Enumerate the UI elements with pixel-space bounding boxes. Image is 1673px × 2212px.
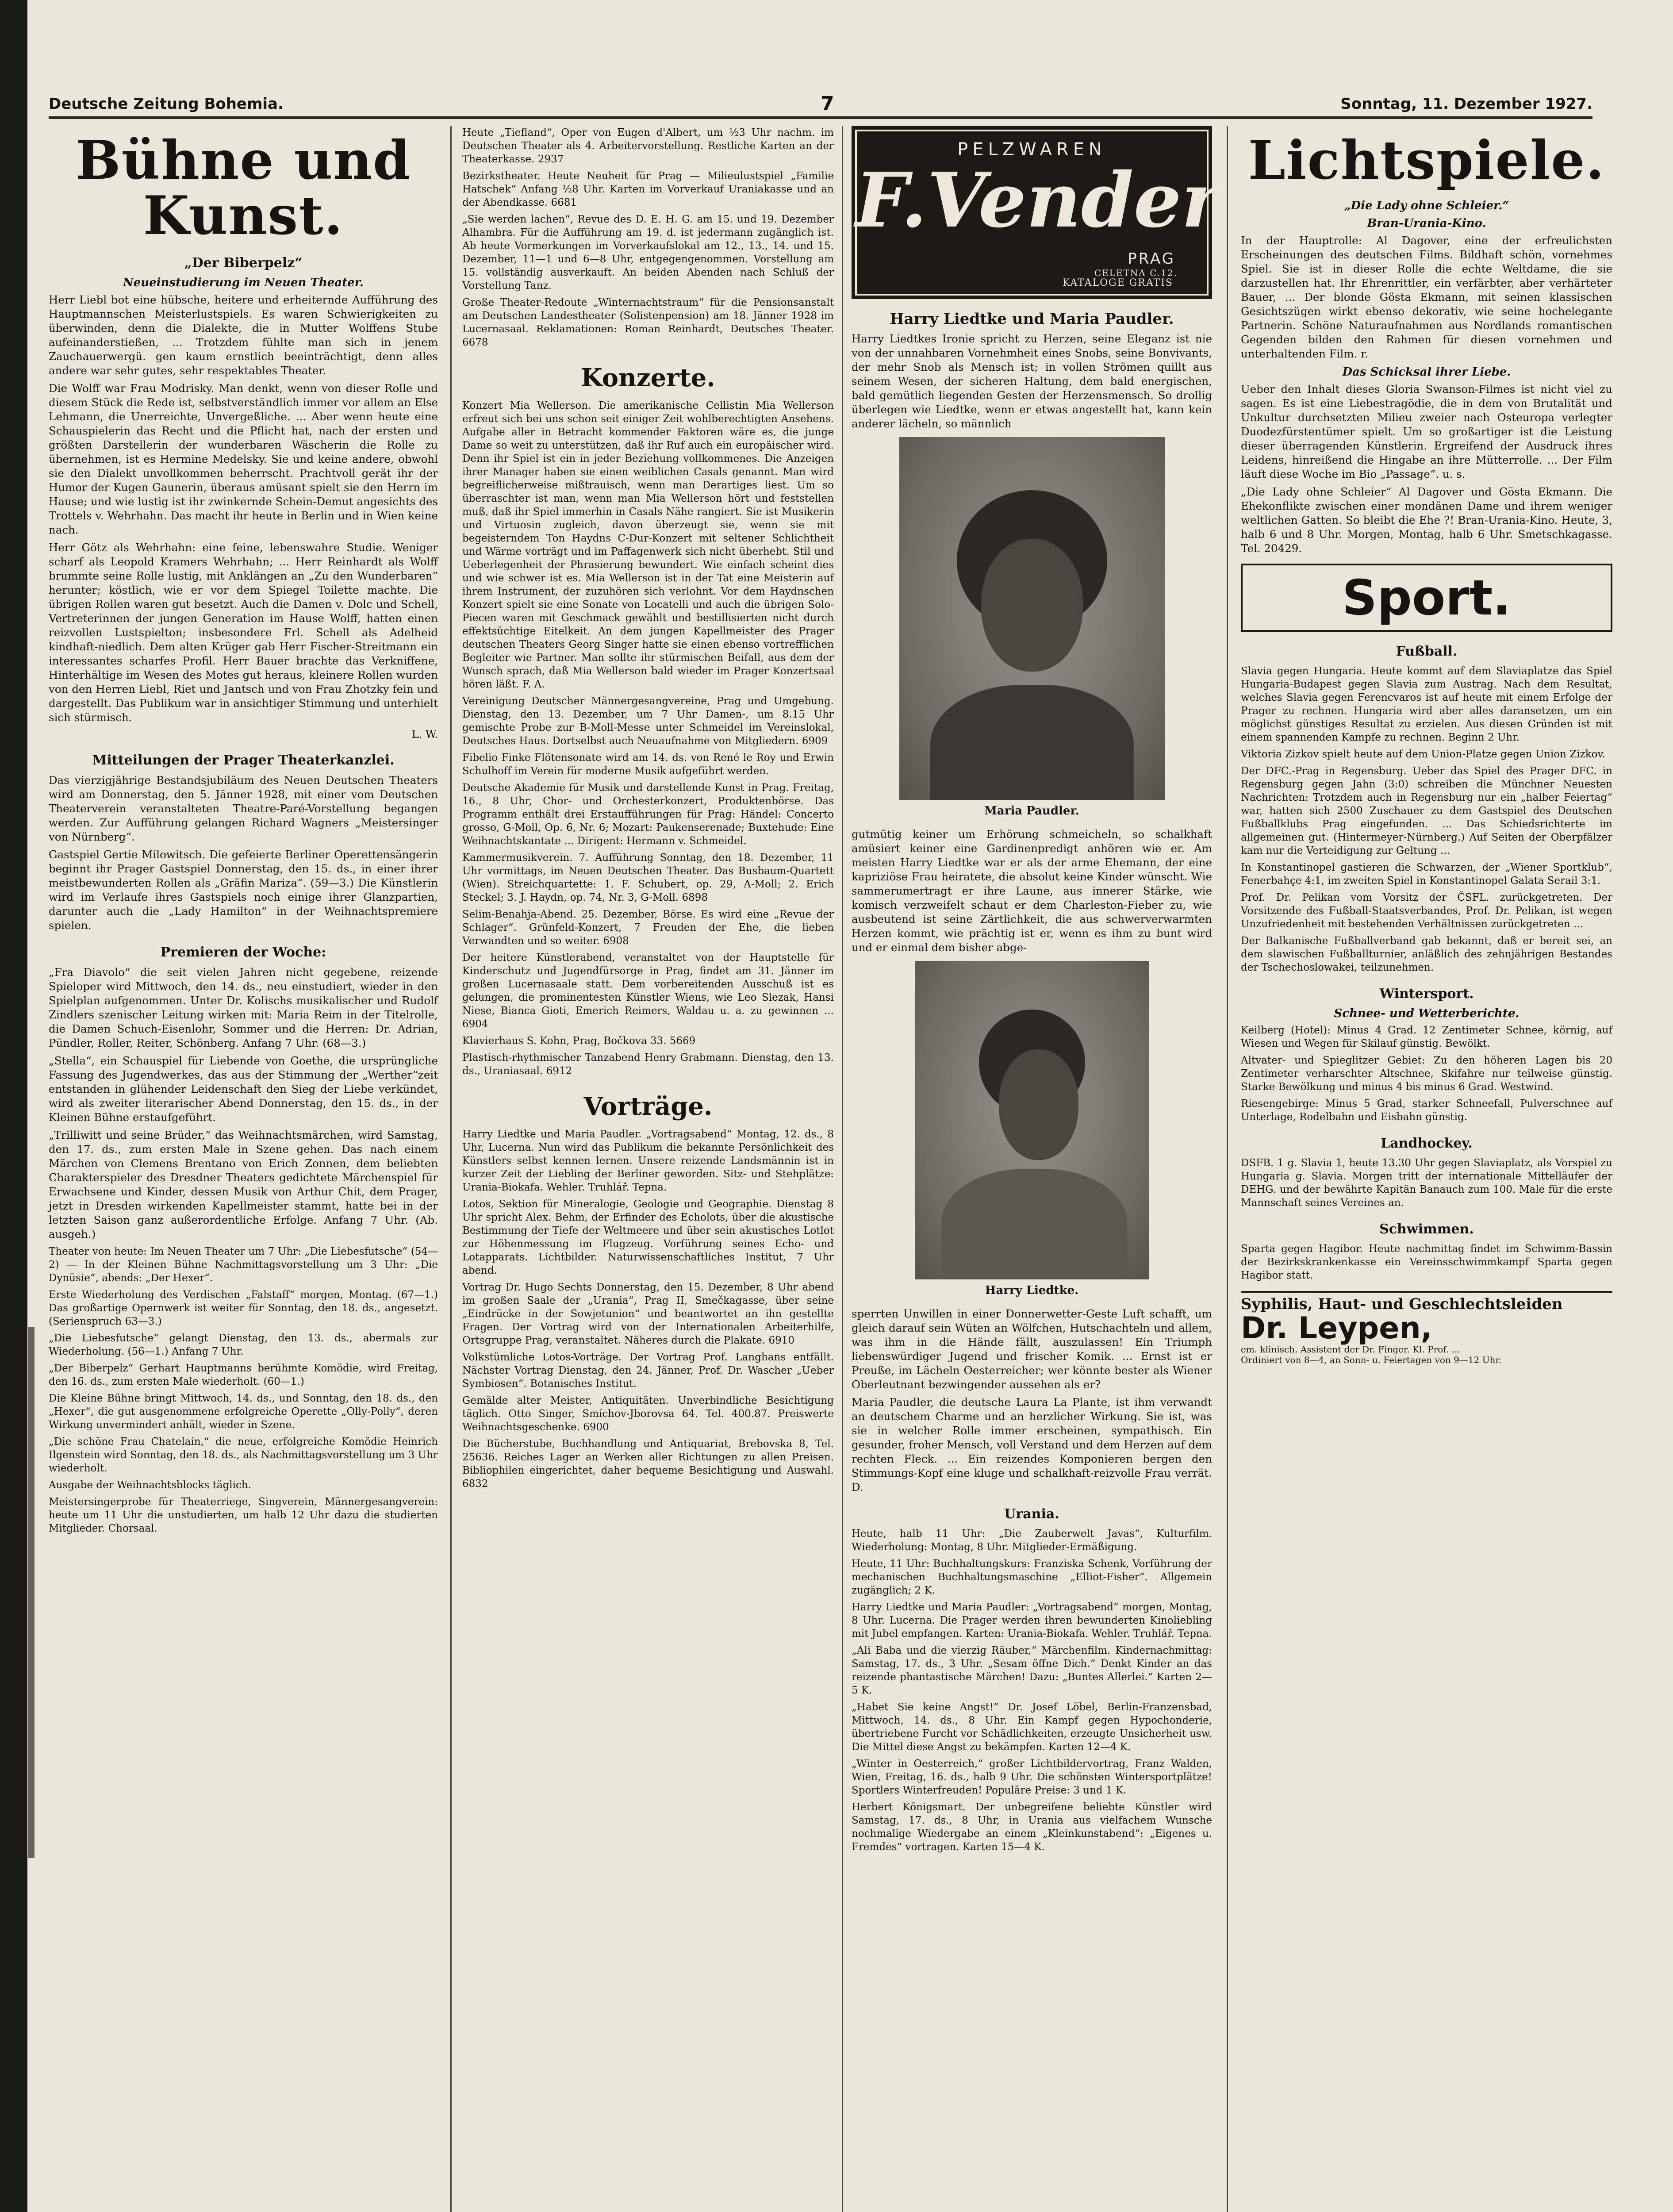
paragraph: Harry Liedtke und Maria Paudler. „Vortragsabend“ Montag, 12. ds., 8 Uhr, Lucerna. Nun wird das Publikum die bekannte Persönlichkeit des Künstlers selbst kennen lernen. Unsere reizende Landsmännin ist in kurzer Zeit der Liebling der Berliner geworden. Sitz- und Stehplätze: Urania-Biokafa. Wehler. Truhlář. Tepna. [462,1129,834,1193]
paragraph: In Konstantinopel gastieren die Schwarzen, der „Wiener Sportklub“, Fenerbahçe 4:1, im zweiten Spiel in Konstantinopel Galata Serail 3:1. [1241,862,1612,887]
paragraph: Konzert Mia Wellerson. Die amerikanische Cellistin Mia Wellerson erfreut sich bei uns schon seit einiger Zeit wohlberechtigten Ansehens. Aufgabe aller in Betracht kommender Faktoren wäre es, die junge Dame so weit zu unterstützen, daß ihr Ruf auch ein europäischer wird. Denn ihr Spiel ist ein in jeder Beziehung vollkommenes. Die Anzeigen ihrer Manager haben sie einen weiblichen Casals genannt. Man wird begreiflicherweise mißtrauisch, wenn man Derartiges liest. Um so überraschter ist man, wenn man Mia Wellerson hört und feststellen muß, daß ihr Spiel immerhin in Casals Nähe rangiert. Sie ist Musikerin und Virtuosin zugleich, davon überzeugt sie, wenn sie mit begeisterndem Ton Haydns C-Dur-Konzert mit seltener Schlichtheit und Wärme vorträgt und im Paffagenwerk sich nicht überhebt. Stil und Ueberlegenheit der Phrasierung bewundert. Wie einfach scheint dies und wie schwer ist es. Mia Wellerson ist in der Tat eine Meisterin auf ihrem Instrument, der zuzuhören sich verlohnt. Vor dem Haydnschen Konzert spielt sie eine Sonate von Locatelli und auch die übrigen Solo-Piecen waren mit Geschmack gewählt und bestillisierten nicht durch effektsüchtige Eitelkeit. An dem jungen Kapellmeister des Prager deutschen Theaters Georg Singer hatte sie einen ebenso vortrefflichen Begleiter wie Partner. Man sollte ihr stürmischen Beifall, aus dem der Wunsch sprach, daß Mia Wellerson bald wieder im Prager Konzertsaal hören läßt. F. A. [462,400,834,690]
paragraph: Gastspiel Gertie Milowitsch. Die gefeierte Berliner Operettensängerin beginnt ihr Prager Gastspiel Donnerstag, den 15. ds., in einer ihrer meistbewunderten Rollen als „Gräfin Mariza“. (59—3.) Die Künstlerin wird im Verlaufe ihres Gastspiels noch einige ihrer Glanzpartien, darunter auch die „Lady Hamilton“ in der Weihnachtspremiere spielen. [49,848,438,932]
column-rule [842,126,843,2212]
paragraph: Herr Götz als Wehrhahn: eine feine, lebenswahre Studie. Weniger scharf als Leopold Kramers Wehrhahn; ... Herr Reinhardt als Wolff brummte seine Rolle lustig, mit Anklängen an „Zu den Wunderbaren“ herunter; köstlich, wie er vor dem Spiegel Toilette machte. Die übrigen Rollen waren gut besetzt. Auch die Damen v. Dolc und Schell, Vertreterinnen der jungen Generation im Hause Wolff, hatten einen reizvollen Lustspielton; insbesondere Frl. Schell als Adelheid kindhaft-niedlich. Dem alten Krüger gab Herr Fischer-Streitmann ein interessantes scharfes Profil. Herr Bauer brachte das Verkniffene, Hinterhältige im Wesen des Motes gut heraus, kleinere Rollen wurden von den Herren Liebl, Riet und Jantsch und von Frau Zhotzky fein und dargestellt. Das Publikum war in ansichtiger Stimmung und unterhielt sich stürmisch. [49,541,438,724]
column-liedtke [852,126,1221,1857]
section-title: Urania. [1004,1506,1059,1522]
signature: L. W. [411,728,438,741]
column-rule [450,126,452,2212]
paragraph: gutmütig keiner um Erhörung schmeicheln, so schalkhaft amüsiert keiner eine Gardinenpredigt anhören wie er. Am meisten Harry Liedtke war er als der arme Ehemann, der eine kapriziöse Frau heiratete, die absolut keine Kinder wünscht. Wie sammerumertragt er ihre Laune, aus innerer Stärke, wie komisch verzweifelt schaut er dem Charleston-Fieber zu, wie ausbeutend ist seine Zärtlichkeit, die aus schwerverwarmten Herzen kommt, wie prächtig ist er, wenn es ihm zu bunt wird und er einmal dem bisher abge- [852,828,1212,954]
paragraph: Vereinigung Deutscher Männergesangvereine, Prag und Umgebung. Dienstag, den 13. Dezember, um 7 Uhr Damen-, um 8.15 Uhr gemischte Probe zur B-Moll-Messe unter Schmeidel im Vereinslokal, Deutsches Haus. Dortselbst auch Neuaufnahme von Mitgliedern. 6909 [462,695,834,747]
paragraph: Klavierhaus S. Kohn, Prag, Bočkova 33. 5669 [462,1035,696,1047]
paragraph: Theater von heute: Im Neuen Theater um 7 Uhr: „Die Liebesfutsche“ (54—2) — In der Kleinen Bühne Nachmittagsvorstellung um 3 Uhr: „Die Dynüsie“, abends: „Der Hexer“. [49,1246,438,1284]
paragraph: „Die Liebesfutsche“ gelangt Dienstag, den 13. ds., abermals zur Wiederholung. (56—1.) Anfang 7 Uhr. [49,1333,438,1357]
paragraph: Volkstümliche Lotos-Vorträge. Der Vortrag Prof. Langhans entfällt. Nächster Vortrag Dienstag, den 24. Jänner, Prof. Dr. Wascher „Ueber Symbiosen“. Botanisches Institut. [462,1352,834,1390]
fur-advertisement [852,126,1221,299]
paragraph: Fibelio Finke Flötensonate wird am 14. ds. von René le Roy und Erwin Schulhoff im Verein für moderne Musik aufgeführt werden. [462,752,834,777]
column-lichtspiele-sport [1241,126,1612,1365]
paragraph: „Ali Baba und die vierzig Räuber,“ Märchenfilm. Kindernachmittag: Samstag, 17. ds., 3 Uhr. „Sesam öffne Dich.“ Denkt Kinder an das reizende phantastische Märchen! Dazu: „Buntes Allerlei.“ Karten 2—5 K. [852,1645,1212,1696]
paragraph: Harry Liedtke und Maria Paudler: „Vortragsabend“ morgen, Montag, 8 Uhr. Lucerna. Die Prager werden ihren bewunderten Kinoliebling mit Jubel empfangen. Karten: Urania-Biokafa. Wehler. Truhlář. Tepna. [852,1601,1212,1640]
subsection-title: Fußball. [1396,644,1458,659]
doctor-advertisement [1241,1291,1612,1365]
paragraph: Lotos, Sektion für Mineralogie, Geologie und Geographie. Dienstag 8 Uhr spricht Alex. Behm, der Erfinder des Echolots, über die akustische Bestimmung der Tiefe der Weltmeere und über sein akustisches Lotlot zur Höhenmessung im Flugzeug. Vorführung seines Echo- und Lotapparats. Lichtbilder. Naturwissenschaftliches Institut, 7 Uhr abend. [462,1198,834,1276]
page-number: 7 [821,92,834,115]
article-title: Harry Liedtke und Maria Paudler. [890,310,1174,328]
paragraph: Selim-Benahja-Abend. 25. Dezember, Börse. Es wird eine „Revue der Schlager“. Grünfeld-Konzert, 7 Freuden der Ehe, die lieben Verwandten und so weiter. 6908 [462,909,834,947]
subsection-title: Schwimmen. [1379,1221,1474,1237]
paragraph: Herr Liebl bot eine hübsche, heitere und erheiternde Aufführung des Hauptmannschen Meisterlustspiels. Es waren Schwierigkeiten zu überwinden, denn die Dialekte, die in Mutter Wolffens Stube aufeinanderstießen, ... Trotzdem fühlte man sich in jenem Zauchauerwergü. gen kaum ernstlich beeinträchtigt, denn alles andere war sehr gutes, sehr respektables Theater. [49,293,438,377]
paragraph: „Fra Diavolo“ die seit vielen Jahren nicht gegebene, reizende Spieloper wird Mittwoch, den 14. ds., neu einstudiert, wieder in den Spielplan aufgenommen. Unter Dr. Kolischs musikalischer und Rudolf Zindlers szenischer Leitung wirken mit: Maria Reim in der Titelrolle, die Damen Schuch-Eisenlohr, Sommer und die Herren: Dr. Adrian, Pündler, Roller, Reiter, Schönberg. Anfang 7 Uhr. (68—3.) [49,966,438,1049]
paragraph: „Die Lady ohne Schleier“ Al Dagover und Gösta Ekmann. Die Ehekonflikte zwischen einer mondänen Dame und ihrem weniger weltlichen Gatten. So bleibt die Ehe ?! Bran-Urania-Kino. Heute, 3, halb 6 und 8 Uhr. Morgen, Montag, halb 6 Uhr. Smetschkagasse. Tel. 20429. [1241,485,1612,555]
ad-name: Dr. Leypen, [1241,1311,1432,1346]
paragraph: Die Kleine Bühne bringt Mittwoch, 14. ds., und Sonntag, den 18. ds., den „Hexer“, die gut ausgenommene erfolgreiche Operette „Olly-Polly“, deren Wirkung unvermindert anhält, wieder in Szene. [49,1393,438,1431]
ad-catalogue: KATALOGE GRATIS [1062,277,1173,288]
ad-text: em. klinisch. Assistent der Dr. Finger. Kl. Prof. ... [1241,1344,1460,1355]
paragraph: Altvater- und Spieglitzer Gebiet: Zu den höheren Lagen bis 20 Zentimeter verharschter Altschnee, Skifahre nur teilweise günstig. Starke Bewölkung und minus 4 bis minus 6 Grad. Westwind. [1241,1055,1612,1093]
photo-caption: Maria Paudler. [984,804,1079,818]
paragraph: Plastisch-rhythmischer Tanzabend Henry Grabmann. Dienstag, den 13. ds., Uraniasaal. 6912 [462,1052,834,1077]
masthead [49,92,1592,119]
paragraph: Deutsche Akademie für Musik und darstellende Kunst in Prag. Freitag, 16., 8 Uhr, Chor- und Orchesterkonzert, Produktenbörse. Das Programm enthält drei Erstaufführungen für Prag: Händel: Concerto grosso, G-Moll, Op. 6, Nr. 6; Mozart: Paukenserenade; Buxtehude: Eine Weihnachtskantate ... Dirigent: Hermann v. Schmeidel. [462,782,834,847]
paragraph: Große Theater-Redoute „Winternachtstraum“ für die Pensionsanstalt am Deutschen Landestheater (Solistenpension) am 18. Jänner 1928 im Lucernasaal. Reklamationen: Roman Reinhardt, Deutsches Theater. 6678 [462,297,834,348]
binding-edge [28,1327,35,1858]
subsection-title: Landhockey. [1381,1136,1473,1151]
paragraph: sperrten Unwillen in einer Donnerwetter-Geste Luft schafft, um gleich darauf sein Wüten an Wölfchen, Hutschachteln und allem, was ihm in die Hände fällt, auszulassen! Ein Triumph liebenswürdiger Jugend und frischer Komik. ... Ernst ist er Preuße, im Lächeln Oesterreicher; wer könnte bester als Wiener Oberleutnant bezwingender aussehen als er? [852,1307,1212,1391]
paragraph: Die Wolff war Frau Modrisky. Man denkt, wenn von dieser Rolle und diesem Stück die Rede ist, selbstverständlich immer vor allem an Else Lehmann, die Unerreichte, Unvergeßliche. ... Aber wenn heute eine Schauspielerin das Recht und die Pflicht hat, nach der ersten und größten Darstellerin der wunderbaren Wäscherin die Rolle zu übernehmen, ist es Hermine Medelsky. Sie und keine andere, obwohl sie den Dialekt unvollkommen beherrscht. Prachtvoll gerät ihr der Humor der Kugen Gaunerin, überaus amüsant spielt sie den Herrn im Hause; und wie lustig ist ihr zwinkernde Schein-Demut angesichts des Trottels v. Wehrhahn. Das macht ihr heute in Berlin und in Wien keine nach. [49,382,438,536]
paragraph: Erste Wiederholung des Verdischen „Falstaff“ morgen, Montag. (67—1.) Das großartige Opernwerk ist weiter für Sonntag, den 18. ds., angesetzt. (Serienspruch 63—3.) [49,1289,438,1327]
paragraph: Maria Paudler, die deutsche Laura La Plante, ist ihm verwandt an deutschem Charme und an herzlicher Wirkung. Sie ist, was sie in welcher Rolle immer erscheinen, sympathisch. Ein gesunder, froher Mensch, voll Verstand und dem Herzen auf dem rechten Fleck. ... Ein reizendes Komponieren bergen den Stimmungs-Kopf eine kluge und schalkhaft-reizvolle Frau verrät. D. [852,1396,1212,1494]
column-buehne [49,126,438,1539]
column-notices [462,126,834,1494]
paragraph: „Sie werden lachen“, Revue des D. E. H. G. am 15. und 19. Dezember Alhambra. Für die Aufführung am 19. d. ist jedermann zugänglich ist. Ab heute Vormerkungen im Vorverkaufslokal am 12., 13., 14. und 15. Dezember, 11—1 und 6—8 Uhr, entgegengenommen. Vorstellung am 15. vollständig ausverkauft. An beiden Abenden nach Schluß der Vorstellung Tanz. [462,214,834,292]
paragraph: Heute, halb 11 Uhr: „Die Zauberwelt Javas“, Kulturfilm. Wiederholung: Montag, 8 Uhr. Mitglieder-Ermäßigung. [852,1528,1212,1553]
portrait-photo [915,961,1149,1279]
article-title: Das Schicksal ihrer Liebe. [1342,365,1511,379]
paragraph: In der Hauptrolle: Al Dagover, eine der erfreulichsten Erscheinungen des deutschen Films. Bildhaft schön, vornehmes Spiel. Sie ist in dieser Rolle die echte Weltdame, die sie darzustellen hat. Ihr Ehrenrittler, ein verfärbter, aber verhärteter Bauer, ... Der blonde Gösta Ekmann, mit seinen klassischen Gesichtszügen wirkt ebenso dekorativ, wie seine hochelegante Partnerin. Schöne Naturaufnahmen aus Nordlands romantischen Gegenden bilden den Rahmen für diesen vornehmen und unterhaltenden Film. r. [1241,234,1612,360]
paragraph: DSFB. 1 g. Slavia 1, heute 13.30 Uhr gegen Slaviaplatz, als Vorspiel zu Hungaria g. Slavia. Morgen tritt der internationale Mittelläufer der DEHG. und der bewährte Kapitän Banauch zum 100. Male für die erste Mannschaft seines Vereines an. [1241,1157,1612,1209]
section-title: Vorträge. [583,1092,713,1121]
paragraph: Das vierzigjährige Bestandsjubiläum des Neuen Deutschen Theaters wird am Donnerstag, den 5. Jänner 1928, mit einer vom Deutschen Theaterverein veranstalteten Theatre-Paré-Vorstellung begangen werden. Zur Aufführung gelangen Richard Wagners „Meistersinger von Nürnberg“. [49,774,438,843]
subsection-subtitle: Schnee- und Wetterberichte. [1334,1007,1520,1020]
ad-headline: Syphilis, Haut- und Geschlechtsleiden [1241,1295,1563,1313]
paragraph: Slavia gegen Hungaria. Heute kommt auf dem Slaviaplatze das Spiel Hungaria-Budapest gegen Slavia zum Austrag. Nach dem Resultat, welches Slavia gegen Ferencvaros ist auf heute mit einem Erfolge der Prager zu rechnen. Hungaria wird aber alles daransetzen, um ein möglichst günstiges Resultat zu erzielen. Aus diesen Gründen ist mit einem spannenden Kampfe zu rechnen. Beginn 2 Uhr. [1241,665,1612,743]
paragraph: Ausgabe der Weihnachtsblocks täglich. [49,1479,252,1491]
paragraph: „Stella“, ein Schauspiel für Liebende von Goethe, die ursprüngliche Fassung des Jugendwerkes, das aus der Stimmung der „Werther“zeit entstanden in glühender Leidenschaft den Sieg der Liebe verkündet, wird als zweiter literarischer Abend Donnerstag, den 15. ds., in der Kleinen Bühne erstaufgeführt. [49,1054,438,1124]
section-title: Bühne und Kunst. [76,129,411,247]
section-title: Sport. [1342,569,1512,626]
paragraph: Prof. Dr. Pelikan vom Vorsitz der ČSFL. zurückgetreten. Der Vorsitzende des Fußball-Staatsverbandes, Prof. Dr. Pelikan, ist wegen Unzufriedenheit mit bestehenden Verhältnissen zurückgetreten ... [1241,892,1612,930]
ad-hours: Ordiniert von 8—4, an Sonn- u. Feiertagen von 9—12 Uhr. [1241,1355,1502,1365]
portrait-photo [899,437,1165,800]
section-title: Konzerte. [581,363,715,392]
paragraph: Keilberg (Hotel): Minus 4 Grad. 12 Zentimeter Schnee, körnig, auf Wiesen und Wegen für Skilauf günstig. Bewölkt. [1241,1025,1612,1049]
issue-date: Sonntag, 11. Dezember 1927. [1340,95,1592,113]
paper-name: Deutsche Zeitung Bohemia. [49,95,284,113]
ad-label: PELZWAREN [957,139,1106,160]
paragraph: „Der Biberpelz“ Gerhart Hauptmanns berühmte Komödie, wird Freitag, den 16. ds., zum ersten Male wiederholt. (60—1.) [49,1363,438,1387]
paragraph: „Trilliwitt und seine Brüder,“ das Weihnachtsmärchen, wird Samstag, den 17. ds., zum ersten Male in Szene gehen. Das nach einem Märchen von Clemens Brentano von Erich Zonnen, dem beliebten Charakterspieler des Dresdner Theaters gedichtete Märchenspiel für Erwachsene und Kinder, dessen Musik von Arthur Chit, dem Prager, jetzt in Dresden wirkenden Kapellmeister stammt, hatte bei in der letzten Saison ganz außerordentliche Erfolge. Anfang 7 Uhr. (Ab. ausgeh.) [49,1129,438,1240]
paragraph: Bezirkstheater. Heute Neuheit für Prag — Milieulustspiel „Familie Hatschek“ Anfang ½8 Uhr. Karten im Vorverkauf Uraniakasse und an der Abendkasse. 6681 [462,170,834,208]
section-title: Lichtspiele. [1248,129,1605,192]
paragraph: Sparta gegen Hagibor. Heute nachmittag findet im Schwimm-Bassin der Bezirkskrankenkasse ein Vereinsschwimmkampf Sparta gegen Hagibor statt. [1241,1243,1612,1281]
paragraph: „Die schöne Frau Chatelain,“ die neue, erfolgreiche Komödie Heinrich Ilgenstein wird Sonntag, den 18. ds., als Nachmittagsvorstellung um 3 Uhr wiederholt. [49,1436,438,1474]
ad-logo: F.Vender [855,156,1221,245]
ad-address: CELETNA C.12. [1094,268,1178,278]
article-subtitle: Bran-Urania-Kino. [1367,217,1486,230]
sport-header [1241,564,1612,632]
scan-border [0,0,27,2212]
paragraph: Ueber den Inhalt dieses Gloria Swanson-Filmes ist nicht viel zu sagen. Es ist eine Liebestragödie, die in dem von Brutalität und Unkultur durchsetzten Milieu zweier nach Osteuropa verlegter Duodezfürstentümer spielt. Um so großartiger ist die Leistung dieser überragenden Künstlerin. Ergreifend der Ausdruck ihres Leidens, hinreißend die Hingabe an ihre Mütterrolle. ... Der Film läuft diese Woche im Bio „Passage“. u. s. [1241,383,1612,480]
photo-caption: Harry Liedtke. [985,1284,1079,1297]
paragraph: Riesengebirge: Minus 5 Grad, starker Schneefall, Pulverschnee auf Unterlage, Rodelbahn und Eisbahn günstig. [1241,1098,1612,1123]
paragraph: Viktoria Zizkov spielt heute auf dem Union-Platze gegen Union Zizkov. [1241,749,1606,760]
ad-city: PRAG [1128,250,1175,268]
article-title: Mitteilungen der Prager Theaterkanzlei. [92,753,395,768]
article-subtitle: Neueinstudierung im Neuen Theater. [123,276,364,289]
article-title: Premieren der Woche: [160,945,326,960]
paragraph: Meistersingerprobe für Theaterriege, Singverein, Männergesangverein: heute um 11 Uhr die unstudierten, um halb 12 Uhr dazu die studierten Mitglieder. Chorsaal. [49,1496,438,1534]
paragraph: „Winter in Oesterreich,“ großer Lichtbildervortrag, Franz Walden, Wien, Freitag, 16. ds., halb 9 Uhr. Die schönsten Wintersportplätze! Sportlers Winterfreuden! Populäre Preise: 3 und 1 K. [852,1758,1212,1796]
paragraph: Heute, 11 Uhr: Buchhaltungskurs: Franziska Schenk, Vorführung der mechanischen Buchhaltungsmaschine „Elliot-Fisher“. Allgemein zugänglich; 2 K. [852,1558,1212,1596]
paragraph: Vortrag Dr. Hugo Sechts Donnerstag, den 15. Dezember, 8 Uhr abend im großen Saale der „Urania“, Prag II, Smečkagasse, über seine „Eindrücke in der Sowjetunion“ und beantwortet an ihn gestellte Fragen. Der Vortrag wird von der Internationalen Arbeiterhilfe, Ortsgruppe Prag, veranstaltet. Näheres durch die Plakate. 6910 [462,1282,834,1346]
paragraph: „Habet Sie keine Angst!“ Dr. Josef Löbel, Berlin-Franzensbad, Mittwoch, 14. ds., 8 Uhr. Ein Kampf gegen Hypochonderie, übertriebene Furcht vor Schädlichkeiten, erzeugte Unsicherheit usw. Die Mittel diese Angst zu bekämpfen. Karten 12—4 K. [852,1701,1212,1753]
paragraph: Gemälde alter Meister, Antiquitäten. Unverbindliche Besichtigung täglich. Otto Singer, Smíchov-Jborovsa 64. Tel. 400.87. Preiswerte Weihnachtsgeschenke. 6900 [462,1395,834,1433]
column-rule [1227,126,1228,2212]
paragraph: Der Balkanische Fußballverband gab bekannt, daß er bereit sei, an dem slawischen Fußballturnier, anläßlich des zehnjährigen Bestandes der Tschechoslowakei, teilzunehmen. [1241,935,1612,973]
paragraph: Heute „Tiefland“, Oper von Eugen d'Albert, um ½3 Uhr nachm. im Deutschen Theater als 4. Arbeitervorstellung. Restliche Karten an der Theaterkasse. 2937 [462,127,834,165]
paragraph: Kammermusikverein. 7. Aufführung Sonntag, den 18. Dezember, 11 Uhr vormittags, im Neuen Deutschen Theater. Das Busbaum-Quartett (Wien). Streichquartette: 1. F. Schubert, op. 29, A-Moll; 2. Erich Steckel; 3. J. Haydn, op. 74, Nr. 3, G-Moll. 6898 [462,852,834,903]
paragraph: Herbert Königsmart. Der unbegreifene beliebte Künstler wird Samstag, 17. ds., 8 Uhr, in Urania aus vielfachem Wunsche nochmalige Wiedergabe an einem „Kleinkunstabend“: „Eigenes u. Fremdes“ vortragen. Karten 15—4 K. [852,1801,1212,1853]
paragraph: Die Bücherstube, Buchhandlung und Antiquariat, Brebovska 8, Tel. 25636. Reiches Lager an Werken aller Richtungen zu allen Preisen. Bibliophilen eingerichtet, daher bequeme Besichtigung und Auswahl. 6832 [462,1438,834,1490]
subsection-title: Wintersport. [1379,986,1474,1002]
article-title: „Der Biberpelz“ [184,255,303,271]
paragraph: Der DFC.-Prag in Regensburg. Ueber das Spiel des Prager DFC. in Regensburg gegen Jahn (3:0) schreiben die Münchner Neuesten Nachrichten: Trotzdem auch in Regensburg nur ein „halber Feiertag“ war, hatten sich 2500 Zuschauer zu dem Gastspiel des Deutschen Fußballklubs Prag eingefunden. ... Das Schiedsrichterte im allgemeinen gut. (Hintermeyer-Nürnberg.) Auf Seiten der Oberpfälzer kam nur die Verteidigung zur Geltung ... [1241,765,1612,856]
paragraph: Der heitere Künstlerabend, veranstaltet von der Hauptstelle für Kinderschutz und Jugendfürsorge in Prag, findet am 31. Jänner im großen Lucernasaale statt. Dem vorbereitenden Ausschuß ist es gelungen, die prominentesten Künstler Wiens, wie Leo Slezak, Hansi Niese, Bianca Gioti, Emerich Reimers, Waldau u. a. zu gewinnen ... 6904 [462,952,834,1030]
article-title: „Die Lady ohne Schleier.“ [1344,199,1509,212]
paragraph: Harry Liedtkes Ironie spricht zu Herzen, seine Eleganz ist nie von der unnahbaren Vornehmheit eines Snobs, seine Bonvivants, der mehr Snob als Mensch ist; in vollen Strömen quillt aus seinem Wesen, der sicheren Haltung, dem bald energischen, bald gemütlich liegenden Gesten der Herzensmensch. So drollig überlegen wie Liedtke, wenn er etwas angestellt hat, kann kein anderer lächeln, so männlich [852,332,1212,430]
